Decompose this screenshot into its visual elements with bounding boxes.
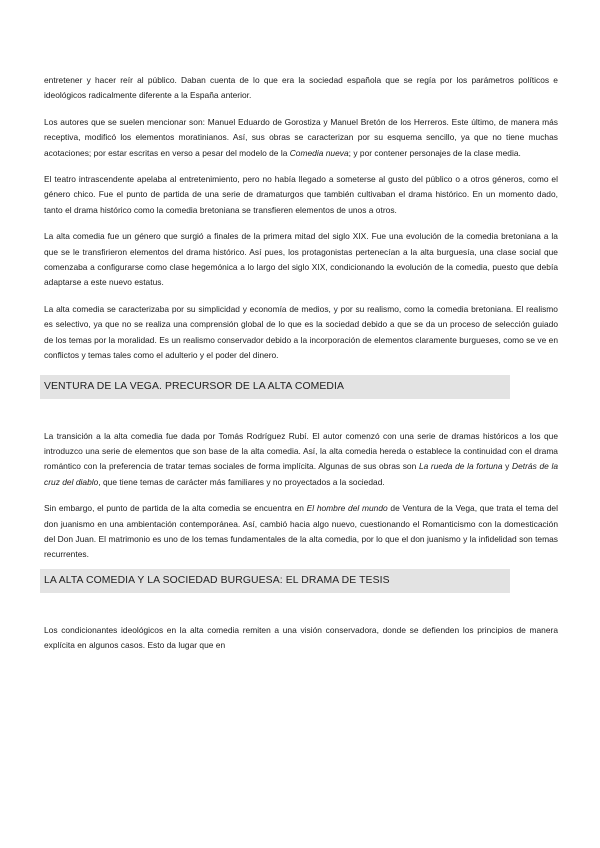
paragraph: El teatro intrascendente apelaba al entretenimiento, pero no había llegado a someterse al gusto del público o a otros géneros, como el género chico. Fue el punto de partida de una serie de dramaturgos que también cultivaban el drama histórico. En un momento dado, tanto el drama histórico como la comedia bretoniana se transfieren elementos de unos a otros.: [44, 174, 558, 215]
paragraph: [44, 115, 558, 161]
paragraph-text: de Ventura de la Vega, que trata el tema del don juanismo en una ambientación contemporánea. Así, cambió hacia algo nuevo, cuestionando el Romanticismo con la domesticación del Don Juan. El matrimonio es uno de los temas fundamentales de la alta comedia, por lo que el don juanismo y la infidelidad son temas recurrentes.: [44, 503, 558, 560]
paragraph-text: y: [502, 461, 513, 472]
paragraph-text: , que tiene temas de carácter más familiares y no proyectados a la sociedad.: [98, 476, 385, 487]
paragraph-text: Sin embargo, el punto de partida de la alta comedia se encuentra en: [44, 503, 307, 514]
italic-title: Detrás de la cruz del diablo: [44, 461, 559, 487]
paragraph-text: La transición a la alta comedia fue dada por Tomás Rodríguez Rubí. El autor comenzó con una serie de dramas históricos a los que introduzco una serie de elementos que son base de la alta comedia. Así, la alta comedia hereda o establece la continuidad con el drama romántico con la preferencia de tratar temas sociales de forma implícita. Algunas de sus obras son: [44, 430, 558, 472]
paragraph: Los condicionantes ideológicos en la alta comedia remiten a una visión conservadora, donde se defienden los principios de manera explícita en algunos casos. Esto da lugar que en: [44, 624, 558, 651]
paragraph-text: ; y por contener personajes de la clase media.: [348, 147, 521, 158]
paragraph: La alta comedia fue un género que surgió a finales de la primera mitad del siglo XIX. Fue una evolución de la comedia bretoniana a la que se le transfirieron elementos del drama histórico. Así pues, los protagonistas pertenecían a la alta burguesía, una clase social que comenzaba a configurarse como clase hegemónica a lo largo del siglo XIX, condicionando la evolución de la comedia, puesto que debía adaptarse a este nuevo estatus.: [44, 231, 558, 288]
italic-title: El hombre del mundo: [306, 503, 388, 514]
section-heading: [40, 375, 510, 399]
document-body: [44, 73, 558, 665]
paragraph: [44, 429, 558, 491]
section-heading-text: VENTURA DE LA VEGA. PRECURSOR DE LA ALTA COMEDIA: [44, 381, 345, 392]
paragraph: La alta comedia se caracterizaba por su simplicidad y economía de medios, y por su realismo, como la comedia bretoniana. El realismo es selectivo, ya que no se realiza una comprensión global de lo que es la sociedad debido a que se da un proceso de selección guiado de los temas por la moralidad. Es un realismo conservador debido a la incorporación de elementos claramente burgueses, como se ve en conflictos y temas tales como el adulterio y el poder del dinero.: [44, 303, 558, 361]
section-heading-text: LA ALTA COMEDIA Y LA SOCIEDAD BURGUESA: EL DRAMA DE TESIS: [44, 575, 390, 587]
italic-title: La rueda de la fortuna: [418, 461, 503, 472]
paragraph: entretener y hacer reír al público. Daban cuenta de lo que era la sociedad española que se regía por los parámetros políticos e ideológicos radicalmente diferente a la España anterior.: [44, 75, 558, 101]
section-heading: [40, 569, 510, 593]
paragraph-text: Los autores que se suelen mencionar son: Manuel Eduardo de Gorostiza y Manuel Bretón de los Herreros. Este último, de manera más receptiva, modificó los elementos moratinianos. Así, sus obras se caracterizan por su esquema sencillo, ya que no tiene muchas acotaciones; por estar escritas en verso a pesar del modelo de la: [44, 116, 558, 158]
italic-title: Comedia nueva: [289, 147, 349, 158]
paragraph: [44, 501, 558, 563]
